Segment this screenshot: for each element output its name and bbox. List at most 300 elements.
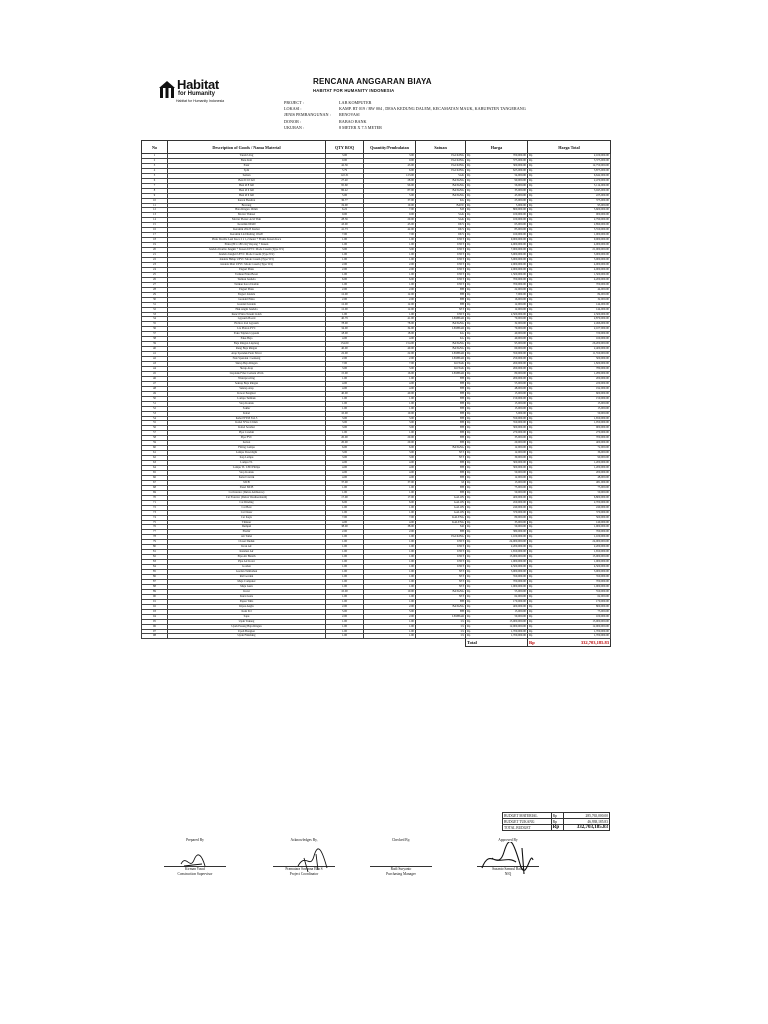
- cell-qty-rounded: 12.00: [364, 307, 416, 312]
- cell-unit: BH: [416, 386, 466, 391]
- cell-qty-rounded: 1.00: [364, 238, 416, 243]
- cell-description: Saklar: [168, 406, 326, 411]
- cell-qty-boq: 95.60: [326, 183, 364, 188]
- cell-currency: Rp: [529, 534, 533, 539]
- cell-no: 54: [142, 416, 168, 421]
- cell-qty-rounded: 4.00: [364, 520, 416, 525]
- cell-no: 98: [142, 634, 168, 639]
- cell-currency: Rp: [467, 198, 471, 202]
- cell-description: Engsel Pintu: [168, 287, 326, 292]
- cell-unit: LEMBAR: [416, 614, 466, 619]
- cell-no: 75: [142, 520, 168, 525]
- cell-qty-boq: 3.00: [326, 456, 364, 461]
- cell-price-value: 15,000.00: [514, 401, 526, 405]
- cell-currency: Rp: [467, 316, 471, 321]
- cell-description: MCB: [168, 480, 326, 485]
- cell-price-value: 35,000.00: [514, 188, 526, 192]
- cell-unit: BATANG: [416, 589, 466, 594]
- cell-qty-rounded: 1.00: [364, 555, 416, 560]
- summary-label: BUDGET TUKANG: [503, 819, 552, 825]
- cell-price-value: 45,000.00: [514, 193, 526, 197]
- cell-unit: BH: [416, 401, 466, 406]
- cell-qty-rounded: 3.00: [364, 154, 416, 159]
- cell-qty-boq: 1.00: [326, 579, 364, 584]
- cell-currency: Rp: [467, 356, 471, 361]
- cell-price-value: 170,000.00: [512, 599, 526, 603]
- cell-no: 10: [142, 198, 168, 203]
- cell-total-value: 2,790,000.00: [593, 217, 609, 222]
- cell-price-value: 90,000.00: [514, 178, 526, 182]
- cell-unit: UNIT: [416, 312, 466, 317]
- project-info-value: RENOVASI: [339, 112, 360, 118]
- cell-qty-boq: 1.00: [326, 253, 364, 258]
- cell-qty-boq: 4.00: [326, 381, 364, 386]
- cell-qty-boq: 1.00: [326, 401, 364, 406]
- cell-currency: Rp: [529, 579, 533, 583]
- cell-unit: BH: [416, 466, 466, 471]
- cell-price-value: 1,650,000.00: [510, 549, 526, 554]
- cell-unit: UNIT: [416, 267, 466, 272]
- cell-price-value: 30,000.00: [514, 455, 526, 460]
- summary-currency: Rp: [551, 813, 564, 819]
- cell-qty-rounded: 40.00: [364, 391, 416, 396]
- cell-qty-rounded: 1.00: [364, 540, 416, 545]
- cell-price-value: 95,000.00: [514, 341, 526, 346]
- cell-currency: Rp: [467, 564, 471, 569]
- cell-price-value: 270,000.00: [512, 430, 526, 435]
- cell-qty-boq: 4.00: [326, 466, 364, 471]
- cell-unit: DUS: [416, 228, 466, 233]
- cell-currency: Rp: [529, 217, 533, 222]
- cell-qty-boq: 1.00: [326, 396, 364, 401]
- cell-unit: KOTAK: [416, 366, 466, 371]
- cell-currency: Rp: [467, 326, 471, 331]
- cell-no: 91: [142, 599, 168, 604]
- cell-qty-boq: 86.42: [326, 188, 364, 193]
- cell-total-value: 2,100,000.00: [593, 153, 609, 157]
- cell-qty-rounded: 1.00: [364, 312, 416, 317]
- cell-currency: Rp: [529, 604, 533, 608]
- cell-total-value: 36,000.00: [597, 450, 609, 455]
- cell-qty-boq: 2.00: [326, 262, 364, 267]
- cell-description: Kursi Guru: [168, 594, 326, 599]
- cell-price-value: 12,000.00: [514, 450, 526, 455]
- cell-description: Jendela Mati UPVC Mode Casem (Type W4): [168, 262, 326, 267]
- cell-description: Grendel Pintu: [168, 297, 326, 302]
- cell-no: 68: [142, 485, 168, 490]
- cell-total-value: 760,000.00: [595, 529, 609, 534]
- cell-currency: Rp: [467, 193, 471, 197]
- cell-total-value: 2,496,000.00: [593, 321, 609, 326]
- cell-total-value: 160,000.00: [595, 336, 609, 341]
- cell-price-value: 56,000.00: [514, 183, 526, 187]
- cell-qty-rounded: 1.00: [364, 510, 416, 515]
- cell-currency: Rp: [529, 232, 533, 237]
- cell-qty-rounded: 6.00: [364, 500, 416, 505]
- cell-qty-boq: 5.00: [326, 609, 364, 614]
- cell-description: Kabel NYM 3x2.5: [168, 416, 326, 421]
- cell-no: 61: [142, 451, 168, 456]
- cell-currency: Rp: [467, 307, 471, 311]
- cell-unit: LS: [416, 624, 466, 629]
- cell-description: Besi Ø 6 full: [168, 188, 326, 193]
- cell-total-value: 700,000.00: [595, 282, 609, 286]
- cell-price-value: 2,500,000.00: [510, 312, 526, 316]
- cell-currency: Rp: [467, 554, 471, 559]
- cell-qty-rounded: 3.00: [364, 366, 416, 371]
- cell-qty-rounded: 1.00: [364, 594, 416, 599]
- cell-description: Upah Pasang Baja Ringan: [168, 624, 326, 629]
- cell-price-value: 160,000.00: [512, 232, 526, 237]
- cell-no: 97: [142, 629, 168, 634]
- cell-currency: Rp: [467, 242, 471, 247]
- cell-description: Lisplank Fiber Cement 20cm: [168, 371, 326, 376]
- cell-qty-boq: 1.00: [326, 376, 364, 381]
- cell-price-value: 12,000,000.00: [509, 624, 526, 628]
- cell-currency: Rp: [529, 193, 533, 197]
- cell-qty-boq: 40.00: [326, 347, 364, 352]
- cell-currency: Rp: [529, 594, 533, 598]
- cell-no: 1: [142, 154, 168, 159]
- cell-unit: BATANG: [416, 193, 466, 198]
- cell-total-value: 780,000.00: [595, 366, 609, 370]
- cell-price-value: 400,000.00: [512, 604, 526, 608]
- cell-no: 34: [142, 317, 168, 322]
- cell-qty-rounded: 1.00: [364, 505, 416, 510]
- cell-qty-rounded: 43.00: [364, 163, 416, 168]
- cell-description: Cat Dinding: [168, 500, 326, 505]
- cell-description: Gypsum Board: [168, 317, 326, 322]
- cell-qty-boq: 22.00: [326, 352, 364, 357]
- cell-description: Meja Guru: [168, 584, 326, 589]
- cell-qty-rounded: 2.00: [364, 357, 416, 362]
- cell-qty-boq: 7.00: [326, 362, 364, 367]
- cell-price-value: 250,000.00: [512, 356, 526, 361]
- cell-qty-rounded: 1.00: [364, 406, 416, 411]
- cell-qty-rounded: 18.00: [364, 332, 416, 337]
- cell-currency: Rp: [467, 173, 471, 177]
- cell-qty-boq: 1.00: [326, 431, 364, 436]
- cell-qty-rounded: 1.00: [364, 272, 416, 277]
- cell-description: Lampu TL LED Philips: [168, 466, 326, 471]
- cell-price-value: 375,000.00: [512, 158, 526, 162]
- cell-price-value: 55,000.00: [514, 589, 526, 593]
- cell-total-value: 2,700,000.00: [593, 500, 609, 504]
- cell-total-value: 400,000.00: [595, 440, 609, 445]
- cell-qty-boq: 1.00: [326, 560, 364, 565]
- cell-qty-boq: 1.00: [326, 575, 364, 580]
- cell-unit: PACKING: [416, 168, 466, 173]
- cell-unit: GALON: [416, 500, 466, 505]
- cell-currency: Rp: [529, 203, 533, 207]
- cell-unit: UNIT: [416, 248, 466, 253]
- cell-qty-boq: 15.00: [326, 371, 364, 376]
- cell-description: Panel MCB: [168, 485, 326, 490]
- cell-qty-rounded: 1.00: [364, 490, 416, 495]
- cell-unit: UNIT: [416, 565, 466, 570]
- cell-currency: Rp: [529, 495, 533, 499]
- signature-scribble-4: [478, 842, 536, 878]
- cell-price-value: 5,000.00: [515, 411, 526, 415]
- cell-price-value: 350,000.00: [512, 574, 526, 579]
- cell-no: 62: [142, 456, 168, 461]
- cell-currency: Rp: [467, 217, 471, 222]
- cell-no: 22: [142, 258, 168, 263]
- cell-unit: UNIT: [416, 540, 466, 545]
- cell-description: Kipas Angin: [168, 604, 326, 609]
- cell-total-value: 270,000.00: [595, 430, 609, 435]
- cell-no: 76: [142, 525, 168, 530]
- cell-no: 53: [142, 411, 168, 416]
- cell-price-value: 800,000.00: [512, 207, 526, 212]
- cell-currency: Rp: [467, 455, 471, 460]
- cell-qty-boq: 36.77: [326, 198, 364, 203]
- cell-unit: LEMBAR: [416, 317, 466, 322]
- cell-description: Pipa Air Bersih: [168, 555, 326, 560]
- cell-qty-rounded: 1.00: [364, 253, 416, 258]
- cell-currency: Rp: [467, 614, 471, 618]
- cell-price-value: 15,000,000.00: [509, 554, 526, 559]
- cell-price-value: 35,000.00: [514, 435, 526, 440]
- cell-qty-rounded: 10.00: [364, 589, 416, 594]
- cell-total-value: 2,899,000.00: [593, 222, 609, 227]
- cell-price-value: 700,000.00: [512, 579, 526, 583]
- cell-total-value: 62,000.00: [597, 594, 609, 598]
- cell-description: Upah Finishing: [168, 634, 326, 639]
- cell-currency: Rp: [467, 505, 471, 509]
- cell-qty-boq: 9.00: [326, 213, 364, 218]
- cell-qty-boq: 20.00: [326, 441, 364, 446]
- summary-value: 46,938,185.83: [564, 819, 610, 825]
- cell-no: 55: [142, 421, 168, 426]
- cell-qty-boq: 1.00: [326, 545, 364, 550]
- cell-unit: UNIT: [416, 243, 466, 248]
- cell-price-value: 65,000.00: [514, 222, 526, 227]
- cell-qty-boq: 4.00: [326, 386, 364, 391]
- cell-qty-rounded: 19.00: [364, 203, 416, 208]
- cell-total-value: 5,114,000.00: [593, 183, 609, 187]
- cell-currency: Rp: [467, 609, 471, 613]
- cell-currency: Rp: [529, 624, 533, 628]
- cell-unit: BATANG: [416, 322, 466, 327]
- cell-qty-rounded: 12.00: [364, 292, 416, 297]
- cell-description: Batu Kali: [168, 158, 326, 163]
- cell-no: 72: [142, 505, 168, 510]
- cell-currency: Rp: [467, 272, 471, 276]
- cell-total-value: 4,000,000.00: [593, 267, 609, 271]
- cell-total-value: 170,000.00: [595, 599, 609, 603]
- cell-total-value: 4,000,000.00: [593, 242, 609, 247]
- cell-currency: Rp: [467, 574, 471, 579]
- cell-currency: Rp: [467, 331, 471, 336]
- cell-currency: Rp: [467, 490, 471, 494]
- cell-unit: PACKING: [416, 535, 466, 540]
- cell-currency: Rp: [529, 272, 533, 276]
- cell-total-value: 1,650,000.00: [593, 549, 609, 554]
- cell-unit: BH: [416, 381, 466, 386]
- cell-qty-rounded: 1.00: [364, 579, 416, 584]
- cell-price-value: 55,000.00: [514, 381, 526, 385]
- cell-price-value: 32,000.00: [514, 321, 526, 326]
- cell-qty-boq: 34.00: [326, 327, 364, 332]
- cell-qty-boq: 3.00: [326, 248, 364, 253]
- cell-currency: Rp: [467, 411, 471, 415]
- cell-no: 23: [142, 262, 168, 267]
- cell-description: Lis Plafon PVC: [168, 327, 326, 332]
- cell-unit: SAK: [416, 213, 466, 218]
- cell-no: 31: [142, 302, 168, 307]
- signature-scribble-1: [178, 852, 208, 872]
- cell-qty-boq: 3.00: [326, 416, 364, 421]
- cell-price-value: 1,000,000.00: [510, 559, 526, 564]
- cell-currency: Rp: [467, 534, 471, 539]
- cell-description: Cat Exterior (Dulux Weathershield): [168, 495, 326, 500]
- cell-qty-boq: 1.00: [326, 624, 364, 629]
- cell-qty-boq: 6.00: [326, 277, 364, 282]
- cell-qty-rounded: 1.00: [364, 560, 416, 565]
- cell-currency: Rp: [529, 524, 533, 529]
- cell-unit: BATANG: [416, 178, 466, 183]
- cell-currency: Rp: [467, 341, 471, 346]
- cell-currency: Rp: [529, 569, 533, 574]
- cell-currency: Rp: [529, 539, 533, 544]
- cell-no: 80: [142, 545, 168, 550]
- cell-currency: Rp: [467, 222, 471, 227]
- cell-currency: Rp: [467, 584, 471, 588]
- cell-unit: KG: [416, 332, 466, 337]
- cell-no: 77: [142, 530, 168, 535]
- cell-unit: UNIT: [416, 277, 466, 282]
- cell-unit: BATANG: [416, 183, 466, 188]
- cell-no: 32: [142, 307, 168, 312]
- cell-no: 57: [142, 431, 168, 436]
- cell-no: 14: [142, 218, 168, 223]
- cell-no: 94: [142, 614, 168, 619]
- cell-total-value: 44,000.00: [597, 287, 609, 291]
- cell-currency: Rp: [467, 346, 471, 351]
- cell-qty-rounded: 41.00: [364, 317, 416, 322]
- cell-currency: Rp: [529, 411, 533, 415]
- cell-total-value: 95,000.00: [597, 203, 609, 207]
- cell-qty-boq: 5.79: [326, 168, 364, 173]
- logo-subtext: for Humanity: [178, 91, 216, 97]
- cell-total-value: 2,870,000.00: [593, 316, 609, 321]
- cell-qty-boq: 1.00: [326, 243, 364, 248]
- budget-summary: [502, 812, 610, 831]
- cell-qty-boq: 3.00: [326, 154, 364, 159]
- cell-description: Stop Kontak: [168, 401, 326, 406]
- cell-qty-rounded: 1.00: [364, 584, 416, 589]
- cell-no: 9: [142, 193, 168, 198]
- cell-qty-rounded: 22.00: [364, 352, 416, 357]
- cell-price-value: 350,000.00: [512, 351, 526, 356]
- cell-currency: Rp: [467, 500, 471, 504]
- cell-no: 79: [142, 540, 168, 545]
- signature-title: Acknowledges By,: [290, 838, 318, 842]
- signature-name: Radi Suryanto: [390, 867, 412, 871]
- cell-price-value: 85,000.00: [514, 227, 526, 232]
- cell-qty-boq: 2.00: [326, 287, 364, 292]
- cell-total-value: 350,000.00: [595, 574, 609, 579]
- cell-total-value: 72,000.00: [597, 445, 609, 450]
- logo-text: Habitat: [177, 77, 219, 92]
- cell-currency: Rp: [529, 222, 533, 227]
- cell-unit: LEMBAR: [416, 357, 466, 362]
- cell-no: 63: [142, 461, 168, 466]
- cell-currency: Rp: [467, 237, 471, 242]
- cell-currency: Rp: [529, 633, 533, 638]
- cell-currency: Rp: [467, 445, 471, 450]
- cell-currency: Rp: [529, 445, 533, 450]
- cell-qty-boq: 1.00: [326, 312, 364, 317]
- cell-qty-rounded: 42.00: [364, 228, 416, 233]
- signature-name: Kirman Yusuf: [184, 867, 206, 871]
- cell-total-value: 15,000.00: [597, 401, 609, 405]
- cell-price-value: 100,000.00: [512, 217, 526, 222]
- cell-unit: GALON: [416, 510, 466, 515]
- cell-unit: LEMBAR: [416, 371, 466, 376]
- cell-description: Pintu Double Leaf Kaca 2 x 1,2 meter + Frame Kusen Kaca: [168, 238, 326, 243]
- cell-total-value: 700,000.00: [595, 579, 609, 583]
- cell-no: 35: [142, 322, 168, 327]
- cell-no: 24: [142, 267, 168, 272]
- cell-description: Closet Duduk: [168, 540, 326, 545]
- cell-currency: Rp: [529, 629, 533, 633]
- cell-no: 16: [142, 228, 168, 233]
- cell-no: 86: [142, 575, 168, 580]
- cell-total-value: 600,000.00: [595, 391, 609, 395]
- cell-qty-boq: 12.00: [326, 307, 364, 312]
- cell-no: 64: [142, 466, 168, 471]
- cell-currency: Rp: [467, 599, 471, 603]
- cell-currency: Rp: [529, 574, 533, 579]
- cell-qty-boq: 2.00: [326, 267, 364, 272]
- cell-currency: Rp: [529, 237, 533, 242]
- cell-qty-boq: 2.00: [326, 357, 364, 362]
- cell-unit: DUS: [416, 233, 466, 238]
- cell-price-value: 380,000.00: [512, 529, 526, 534]
- cell-no: 6: [142, 178, 168, 183]
- cell-description: Hollow 4x4 Gypsum: [168, 322, 326, 327]
- cell-total-value: 90,000.00: [597, 455, 609, 460]
- cell-qty-boq: 1.00: [326, 599, 364, 604]
- column-header: QTY BOQ: [326, 141, 364, 154]
- cell-unit: BH: [416, 287, 466, 292]
- cell-currency: Rp: [467, 440, 471, 445]
- cell-total-value: 84,000.00: [597, 292, 609, 296]
- cell-description: Keramik 20x25 Kamar: [168, 228, 326, 233]
- cell-currency: Rp: [529, 371, 533, 375]
- cell-qty-rounded: 2.00: [364, 267, 416, 272]
- cell-total-value: 240,000.00: [595, 505, 609, 509]
- cell-currency: Rp: [529, 559, 533, 564]
- cell-no: 50: [142, 396, 168, 401]
- cell-description: Paku Baja: [168, 337, 326, 342]
- cell-currency: Rp: [529, 401, 533, 405]
- cell-no: 60: [142, 446, 168, 451]
- signature-name: Pramutara Savanna Eka S: [285, 867, 323, 871]
- cell-price-value: 700,000.00: [512, 282, 526, 286]
- cell-unit: BH: [416, 490, 466, 495]
- cell-currency: Rp: [467, 485, 471, 489]
- cell-total-value: 2,400,000.00: [593, 346, 609, 351]
- cell-no: 58: [142, 436, 168, 441]
- cell-no: 84: [142, 565, 168, 570]
- cell-unit: SAK: [416, 173, 466, 178]
- cell-unit: BH: [416, 471, 466, 476]
- cell-unit: UNIT: [416, 555, 466, 560]
- cell-no: 15: [142, 223, 168, 228]
